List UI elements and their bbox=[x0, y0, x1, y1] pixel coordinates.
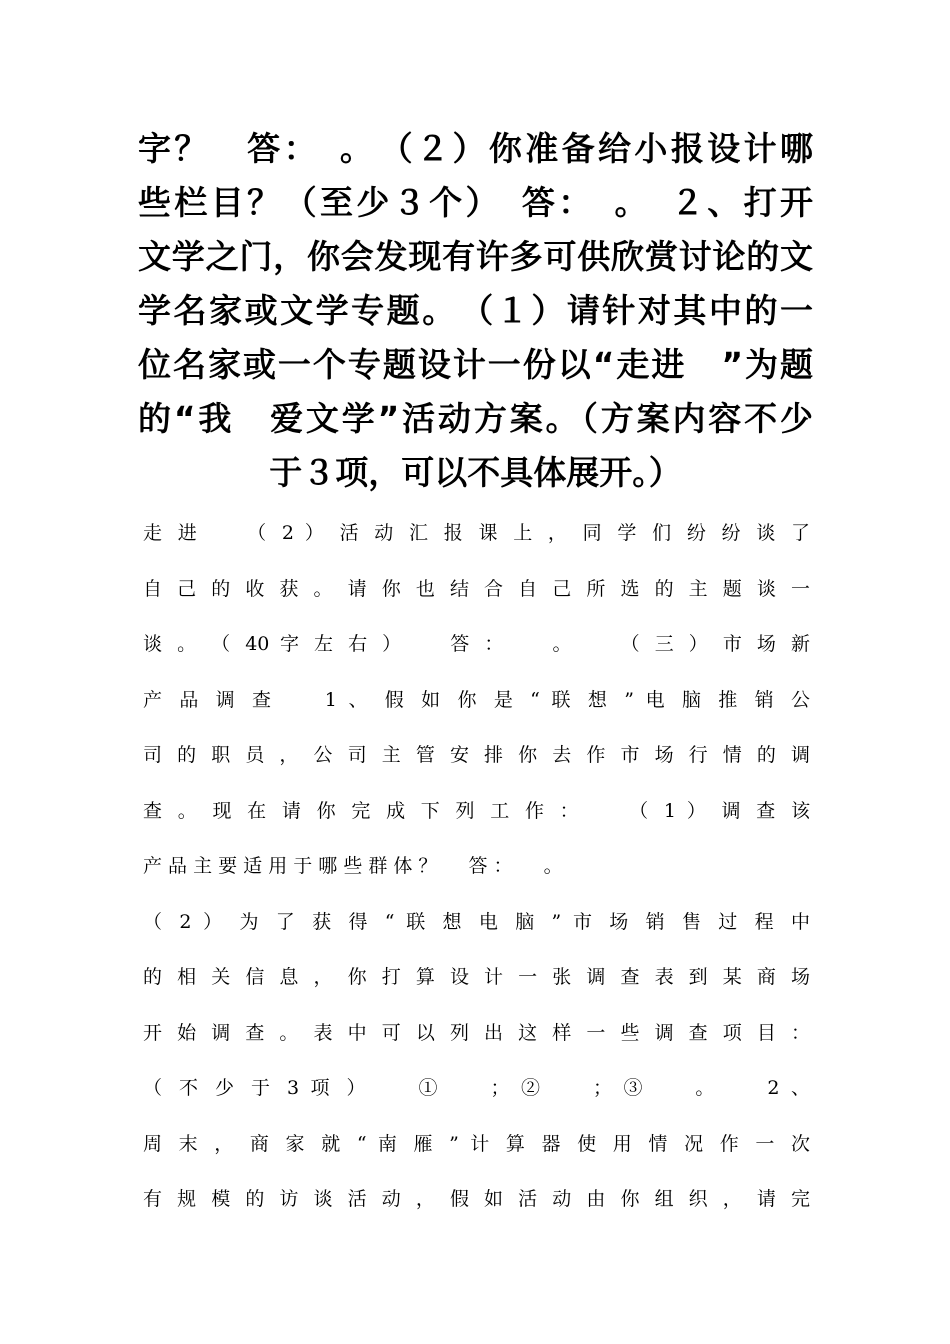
small-text-line: 查 。 现 在 请 你 完 成 下 列 工 作 ： （ 1 ） 调 查 该 bbox=[143, 799, 810, 822]
large-text-line: 些栏目？（至少３个） 答： 。 ２、打开 bbox=[138, 183, 813, 222]
large-text-line: 文学之门，你会发现有许多可供欣赏讨论的文 bbox=[138, 237, 813, 276]
small-text-line: 司 的 职 员 ， 公 司 主 管 安 排 你 去 作 市 场 行 情 的 调 bbox=[143, 744, 810, 766]
small-text-line: 有 规 模 的 访 谈 活 动 ， 假 如 活 动 由 你 组 织 ， 请 完 bbox=[143, 1188, 810, 1210]
small-text-line: 走 进 （ 2 ） 活 动 汇 报 课 上 ， 同 学 们 纷 纷 谈 了 bbox=[143, 522, 810, 544]
large-text-line: 字？ 答： 。 （２）你准备给小报设计哪 bbox=[138, 129, 813, 168]
small-text-line: 谈 。 （ 40 字 左 右 ） 答 ： 。 （ 三 ） 市 场 新 bbox=[143, 633, 810, 655]
small-text-line: （ 2 ） 为 了 获 得 “ 联 想 电 脑 ” 市 场 销 售 过 程 中 bbox=[143, 910, 810, 933]
large-text-line: 位名家或一个专题设计一份以“走进 ”为题 bbox=[138, 345, 813, 384]
small-text-line: 的 相 关 信 息 ， 你 打 算 设 计 一 张 调 查 表 到 某 商 场 bbox=[143, 966, 810, 988]
small-text-line: 自 己 的 收 获 。 请 你 也 结 合 自 己 所 选 的 主 题 谈 一 bbox=[143, 577, 810, 600]
large-text-block bbox=[138, 122, 813, 500]
small-text-block bbox=[143, 506, 810, 1228]
small-text-line: 产 品 调 查 1 、 假 如 你 是 “ 联 想 ” 电 脑 推 销 公 bbox=[143, 688, 810, 711]
large-text-line-centered: 于３项，可以不具体展开。） bbox=[269, 453, 682, 492]
small-text-line: 产 品 主 要 适 用 于 哪 些 群 体 ？ 答 ： 。 bbox=[143, 855, 563, 877]
large-text-line: 学名家或文学专题。 （１）请针对其中的一 bbox=[138, 291, 813, 330]
large-text-line: 的“我 爱文学”活动方案。（方案内容不少 bbox=[138, 399, 813, 438]
small-text-line: 周 末 ， 商 家 就 “ 南 雁 ” 计 算 器 使 用 情 况 作 一 次 bbox=[143, 1132, 810, 1155]
small-text-line: （ 不 少 于 3 项 ） ① ； ② ； ③ 。 2 、 bbox=[143, 1077, 810, 1099]
small-text-line: 开 始 调 查 。 表 中 可 以 列 出 这 样 一 些 调 查 项 目 ： bbox=[143, 1021, 810, 1044]
